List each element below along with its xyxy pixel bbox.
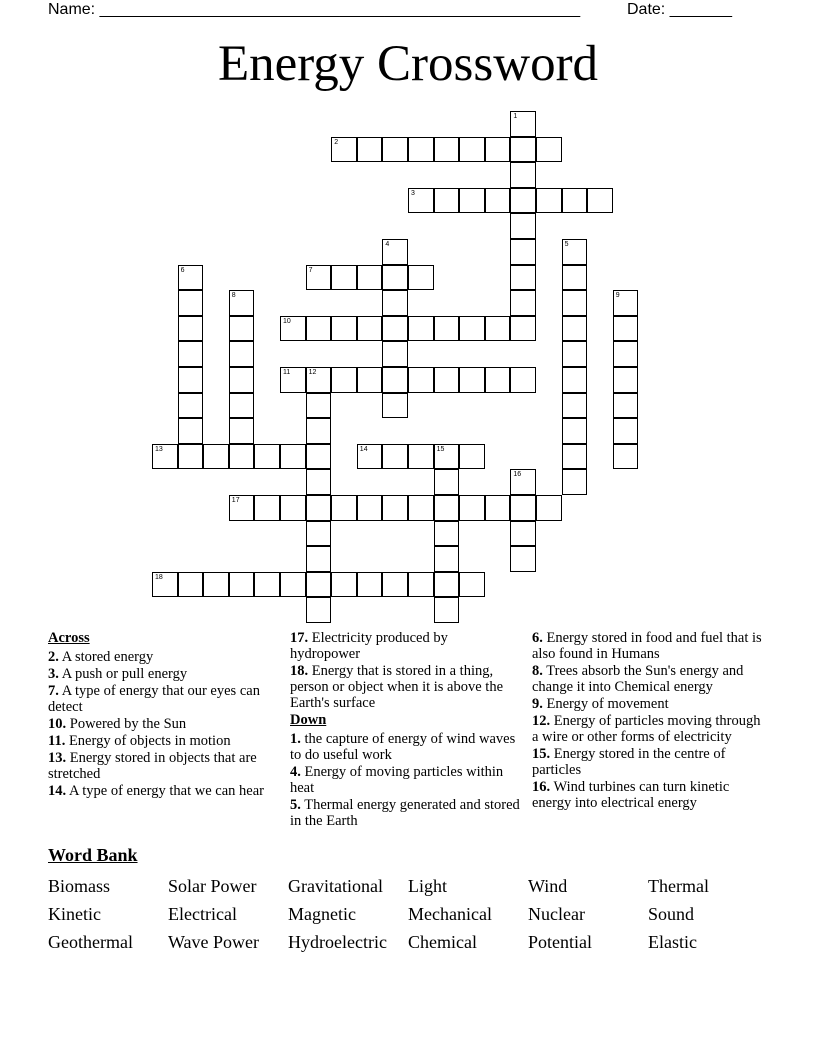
crossword-cell[interactable] [229,418,255,444]
crossword-cell[interactable] [229,341,255,367]
crossword-cell[interactable] [382,265,408,291]
crossword-cell[interactable] [229,444,255,470]
crossword-cell[interactable] [203,572,229,598]
crossword-cell[interactable] [536,188,562,214]
crossword-cell[interactable] [331,495,357,521]
crossword-cell[interactable] [408,367,434,393]
across-clue-10: 10. Powered by the Sun [48,716,187,732]
crossword-cell[interactable] [562,367,588,393]
crossword-cell[interactable] [229,316,255,342]
clue-number: 2 [334,138,339,146]
crossword-cell[interactable] [562,316,588,342]
word-bank-word: Wind [528,876,568,896]
across-clue-3: 3. A push or pull energy [48,666,188,682]
word-bank-word: Hydroelectric [288,932,387,952]
crossword-cell[interactable] [306,521,332,547]
crossword-cell[interactable] [408,188,434,214]
crossword-cell[interactable] [306,572,332,598]
across-clue-14: 14. A type of energy that we can hear [48,783,264,799]
crossword-cell[interactable] [562,418,588,444]
clue-number: 3 [411,189,415,197]
crossword-cell[interactable] [408,444,434,470]
word-bank-word: Kinetic [48,904,101,924]
crossword-cell[interactable] [382,572,408,598]
crossword-cell[interactable] [434,469,460,495]
crossword-cell[interactable] [229,495,255,521]
crossword-cell[interactable] [459,367,485,393]
crossword-cell[interactable] [382,341,408,367]
crossword-cell[interactable] [434,137,460,163]
crossword-cell[interactable] [562,265,588,291]
crossword-cell[interactable] [408,572,434,598]
word-bank-word: Nuclear [528,904,585,924]
crossword-cell[interactable] [382,495,408,521]
down-clue-6: 6. Energy stored in food and fuel that is also found in Humans [532,630,762,662]
crossword-cell[interactable] [613,316,639,342]
crossword-cell[interactable] [434,546,460,572]
crossword-cell[interactable] [459,572,485,598]
word-bank-word: Geothermal [48,932,133,952]
word-bank-word: Wave Power [168,932,260,952]
crossword-cell[interactable] [485,367,511,393]
across-clue-13: 13. Energy stored in objects that are stretched [48,750,257,782]
crossword-cell[interactable] [306,597,332,623]
down-clue-12: 12. Energy of particles moving through a wire or other forms of electricity [532,713,761,745]
crossword-cell[interactable] [382,290,408,316]
crossword-cell[interactable] [408,137,434,163]
clue-number: 6 [180,266,185,274]
crossword-cell[interactable] [178,290,204,316]
word-bank-word: Thermal [648,876,709,896]
page-title: Energy Crossword [217,36,599,92]
crossword-cell[interactable] [178,393,204,419]
crossword-cell[interactable] [382,137,408,163]
crossword-cell[interactable] [357,316,383,342]
crossword-cell[interactable] [382,239,408,265]
word-bank-word: Electrical [168,904,237,924]
crossword-cell[interactable] [357,572,383,598]
word-bank-word: Magnetic [288,904,356,924]
crossword-cell[interactable] [485,188,511,214]
crossword-cell[interactable] [434,495,460,521]
crossword-cell[interactable] [382,316,408,342]
clue-number: 4 [385,241,390,248]
down-clue-8: 8. Trees absorb the Sun's energy and change it into Chemical energy [532,663,744,695]
crossword-cell[interactable] [357,367,383,393]
crossword-cell[interactable] [459,188,485,214]
crossword-cell[interactable] [280,316,306,342]
crossword-cell[interactable] [510,469,536,495]
crossword-cell[interactable] [178,341,204,367]
crossword-cell[interactable] [229,393,255,419]
crossword-cell[interactable] [459,495,485,521]
clue-number: 17 [231,497,240,504]
crossword-cell[interactable] [280,495,306,521]
crossword-cell[interactable] [306,546,332,572]
crossword-cell[interactable] [357,444,383,470]
across-heading: Across [48,630,90,646]
crossword-cell[interactable] [510,521,536,547]
crossword-cell[interactable] [510,367,536,393]
crossword-cell[interactable] [203,444,229,470]
crossword-cell[interactable] [306,418,332,444]
down-clue-4: 4. Energy of moving particles within heat [290,764,504,796]
crossword-cell[interactable] [178,265,204,291]
down-clue-5: 5. Thermal energy generated and stored in the Earth [290,797,520,829]
down-clue-16: 16. Wind turbines can turn kinetic energy into electrical energy [532,779,730,811]
clue-number: 5 [564,241,569,248]
name-field: Name: ______________________________________________________ [48,1,581,18]
crossword-cell[interactable] [485,137,511,163]
crossword-cell[interactable] [280,572,306,598]
crossword-cell[interactable] [331,265,357,291]
crossword-cell[interactable] [229,367,255,393]
crossword-cell[interactable] [229,290,255,316]
crossword-cell[interactable] [613,418,639,444]
crossword-cell[interactable] [280,367,306,393]
crossword-cell[interactable] [587,188,613,214]
crossword-cell[interactable] [229,572,255,598]
crossword-cell[interactable] [510,111,536,137]
crossword-cell[interactable] [357,265,383,291]
crossword-cell[interactable] [152,444,178,470]
crossword-cell[interactable] [178,367,204,393]
clue-number: 7 [308,266,313,274]
crossword-cell[interactable] [178,572,204,598]
crossword-cell[interactable] [306,469,332,495]
crossword-cell[interactable] [331,316,357,342]
crossword-cell[interactable] [459,444,485,470]
crossword-cell[interactable] [306,265,332,291]
crossword-cell[interactable] [331,137,357,163]
crossword-cell[interactable] [485,495,511,521]
crossword-cell[interactable] [306,495,332,521]
clue-number: 9 [615,292,620,300]
word-bank-word: Gravitational [288,876,383,896]
crossword-cell[interactable] [510,316,536,342]
across-clue-17: 17. Electricity produced by hydropower [290,630,448,662]
clues-column-3 [532,630,762,812]
crossword-cell[interactable] [459,316,485,342]
down-clue-9: 9. Energy of movement [532,696,669,712]
crossword-cell[interactable] [613,444,639,470]
crossword-cell[interactable] [510,137,536,163]
crossword-cell[interactable] [280,444,306,470]
crossword-cell[interactable] [510,265,536,291]
crossword-cell[interactable] [408,495,434,521]
crossword-cell[interactable] [510,290,536,316]
crossword-cell[interactable] [331,572,357,598]
crossword-cell[interactable] [536,495,562,521]
word-bank-word: Light [408,876,447,896]
across-clue-11: 11. Energy of objects in motion [48,733,231,749]
crossword-cell[interactable] [254,572,280,598]
crossword-cell[interactable] [510,546,536,572]
crossword-cell[interactable] [459,137,485,163]
crossword-cell[interactable] [562,393,588,419]
clue-number: 8 [231,292,236,300]
crossword-cell[interactable] [562,341,588,367]
word-bank-word: Mechanical [408,904,492,924]
crossword-cell[interactable] [152,572,178,598]
crossword-cell[interactable] [613,290,639,316]
crossword-cell[interactable] [510,213,536,239]
crossword-cell[interactable] [434,572,460,598]
clue-number: 13 [155,445,163,453]
crossword-cell[interactable] [306,367,332,393]
clue-number: 11 [283,369,291,376]
crossword-cell[interactable] [510,188,536,214]
across-clue-2: 2. A stored energy [48,649,154,665]
crossword-cell[interactable] [306,393,332,419]
crossword-cell[interactable] [562,469,588,495]
clue-number: 16 [513,471,522,479]
across-clue-18: 18. Energy that is stored in a thing, person or object when it is above the Earth's surface [290,663,504,711]
crossword-cell[interactable] [357,495,383,521]
crossword-cell[interactable] [382,393,408,419]
word-bank-word: Chemical [408,932,477,952]
word-bank-word: Elastic [648,932,697,952]
crossword-cell[interactable] [331,367,357,393]
crossword-cell[interactable] [254,495,280,521]
clue-number: 1 [513,113,518,120]
crossword-cell[interactable] [178,444,204,470]
down-clue-15: 15. Energy stored in the centre of particles [532,746,726,778]
crossword-cell[interactable] [510,239,536,265]
word-bank-heading: Word Bank [48,845,138,865]
clue-number: 18 [155,573,163,581]
crossword-cell[interactable] [562,444,588,470]
word-bank-word: Sound [648,904,695,924]
word-bank-word: Potential [528,932,592,952]
crossword-cell[interactable] [485,316,511,342]
word-bank-word: Biomass [48,876,111,896]
crossword-cell[interactable] [510,162,536,188]
crossword-cell[interactable] [178,418,204,444]
crossword-cell[interactable] [562,290,588,316]
clues-column-2 [290,630,520,830]
crossword-cell[interactable] [382,367,408,393]
crossword-cell[interactable] [306,316,332,342]
clue-number: 10 [283,317,291,325]
down-clue-1: 1. the capture of energy of wind waves to do useful work [290,731,516,763]
crossword-cell[interactable] [613,341,639,367]
word-bank-word: Solar Power [168,876,257,896]
crossword-cell[interactable] [434,367,460,393]
crossword-cell[interactable] [434,597,460,623]
crossword-cell[interactable] [613,367,639,393]
crossword-cell[interactable] [306,444,332,470]
crossword-cell[interactable] [408,265,434,291]
crossword-cell[interactable] [434,444,460,470]
crossword-cell[interactable] [434,188,460,214]
crossword-cell[interactable] [510,495,536,521]
across-clue-7: 7. A type of energy that our eyes can detect [48,683,260,715]
crossword-cell[interactable] [613,393,639,419]
crossword-cell[interactable] [408,316,434,342]
clue-number: 14 [359,445,368,453]
crossword-cell[interactable] [357,137,383,163]
crossword-cell[interactable] [254,444,280,470]
clue-number: 15 [436,445,445,453]
crossword-cell[interactable] [434,521,460,547]
clue-number: 12 [308,369,317,376]
crossword-cell[interactable] [536,137,562,163]
crossword-cell[interactable] [562,239,588,265]
down-heading: Down [290,712,327,728]
crossword-cell[interactable] [382,444,408,470]
clues-column-1 [48,630,278,800]
crossword-cell[interactable] [434,316,460,342]
crossword-cell[interactable] [562,188,588,214]
date-field: Date: _______ [627,1,732,18]
crossword-cell[interactable] [178,316,204,342]
